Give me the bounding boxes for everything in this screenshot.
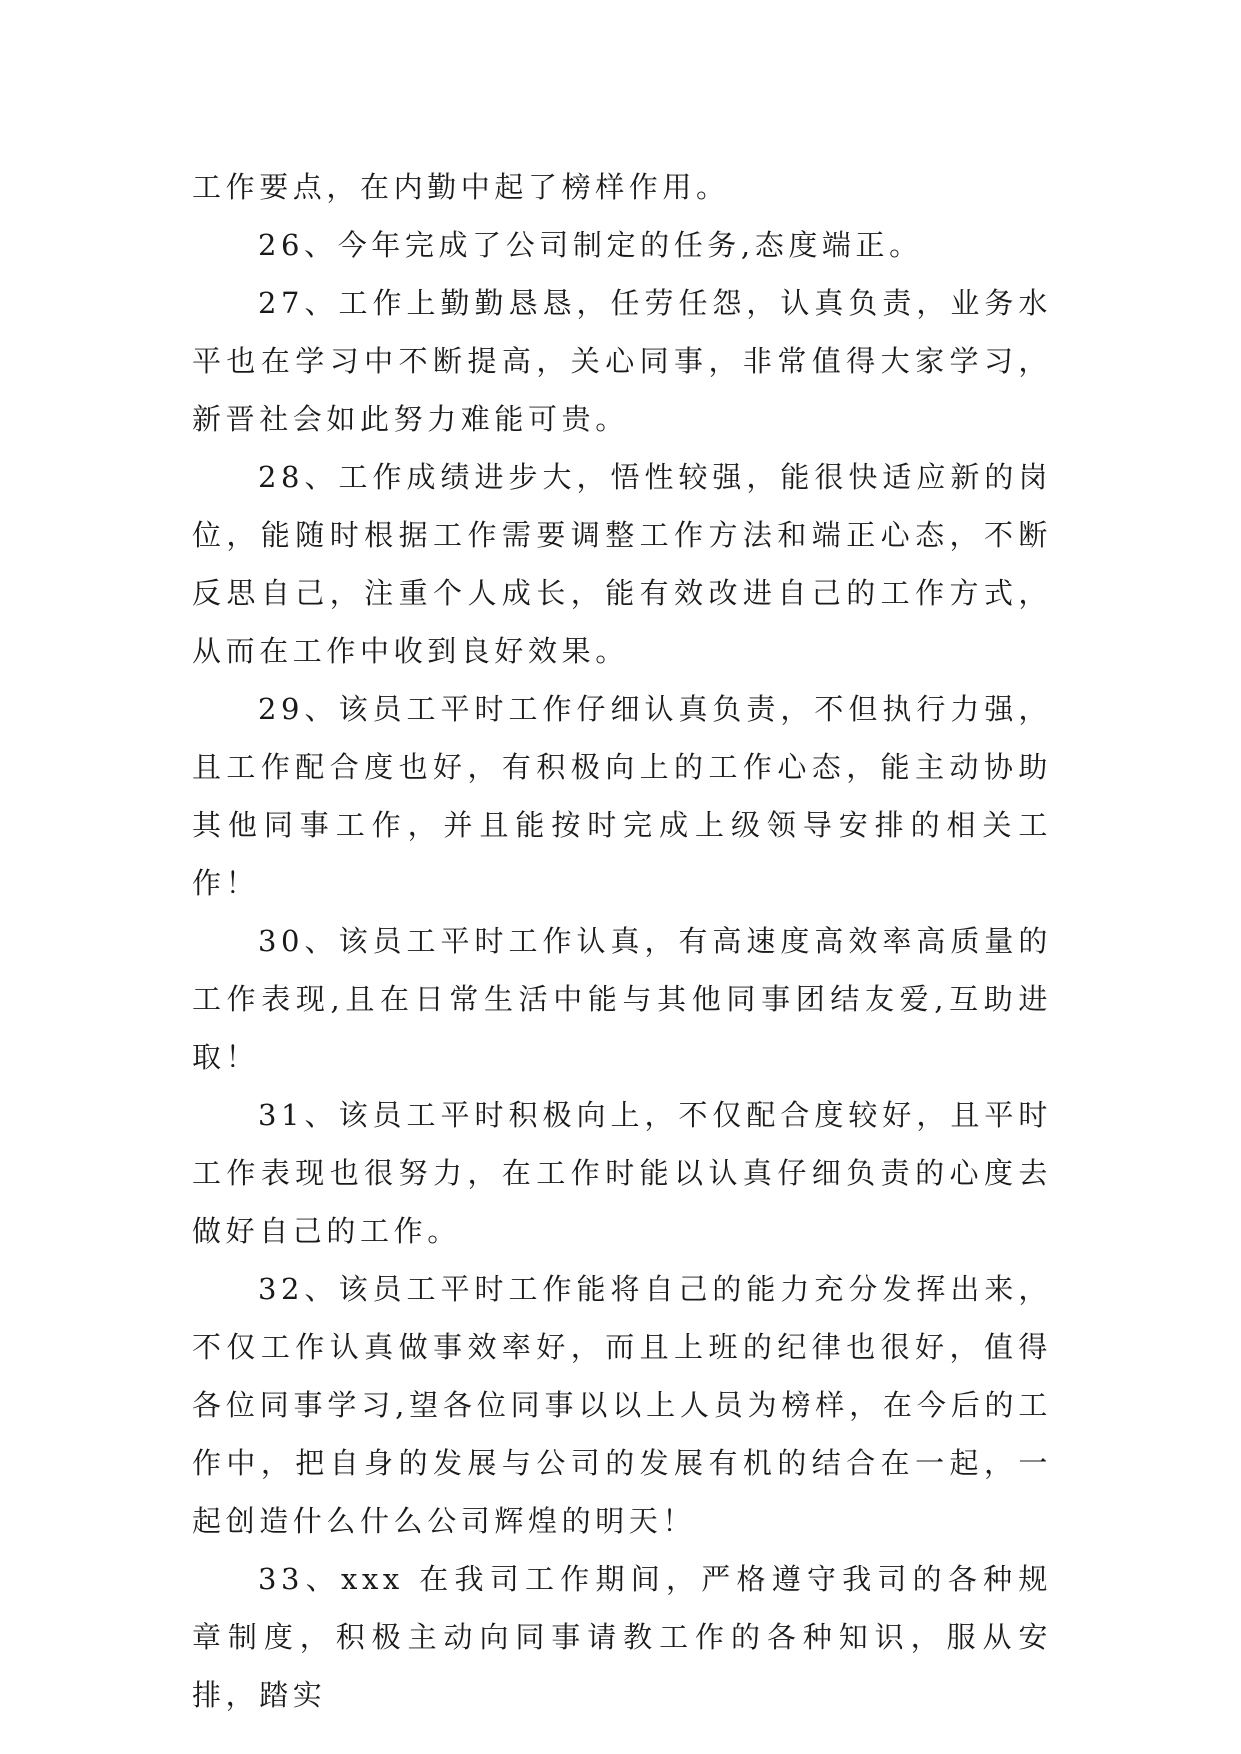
- paragraph-30: 30、该员工平时工作认真，有高速度高效率高质量的工作表现,且在日常生活中能与其他同事团结友爱,互助进取！: [192, 924, 1052, 1074]
- paragraph-28: 28、工作成绩进步大，悟性较强，能很快适应新的岗位，能随时根据工作需要调整工作方法和端正心态，不断反思自己，注重个人成长，能有效改进自己的工作方式，从而在工作中收到良好效果。: [192, 460, 1052, 668]
- paragraph-29: 29、该员工平时工作仔细认真负责，不但执行力强，且工作配合度也好，有积极向上的工作心态，能主动协助其他同事工作，并且能按时完成上级领导安排的相关工作！: [192, 692, 1052, 900]
- document-body: [192, 158, 1052, 1724]
- paragraph-32: 32、该员工平时工作能将自己的能力充分发挥出来，不仅工作认真做事效率好，而且上班的纪律也很好，值得各位同事学习,望各位同事以以上人员为榜样，在今后的工作中，把自身的发展与公司的发展有机的结合在一起，一起创造什么什么公司辉煌的明天！: [192, 1272, 1052, 1538]
- paragraph-continuation: 工作要点，在内勤中起了榜样作用。: [192, 170, 730, 204]
- paragraph-27: 27、工作上勤勤恳恳，任劳任怨，认真负责，业务水平也在学习中不断提高，关心同事，非常值得大家学习，新晋社会如此努力难能可贵。: [192, 286, 1052, 436]
- paragraph-26: 26、今年完成了公司制定的任务,态度端正。: [258, 228, 923, 262]
- paragraph-31: 31、该员工平时积极向上，不仅配合度较好，且平时工作表现也很努力，在工作时能以认真仔细负责的心度去做好自己的工作。: [192, 1098, 1052, 1248]
- paragraph-33: 33、xxx 在我司工作期间，严格遵守我司的各种规章制度，积极主动向同事请教工作的各种知识，服从安排，踏实: [192, 1562, 1052, 1712]
